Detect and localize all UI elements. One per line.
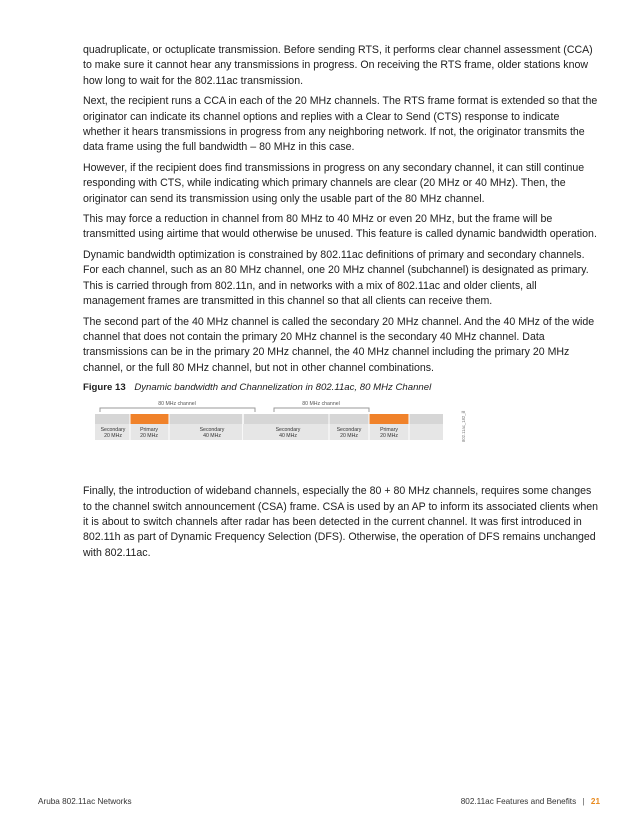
right-seg-3-line1: Primary — [380, 427, 398, 434]
paragraph-5: Dynamic bandwidth optimization is constrained by 802.11ac definitions of primary and secondary channels. For each channel, such as an 80 MHz channel, one 20 MHz channel (subchannel) is designated as primary. This is carried through from 802.11n, and in networks with a mix of 802.11ac and older clients, all management frames are transmitted in this channel so that all clients can receive them. — [83, 248, 589, 308]
right-seg-3-line2: 20 MHz — [380, 433, 398, 440]
figure-label: Figure 13 — [83, 382, 126, 394]
left-seg-1-line1: Secondary — [100, 427, 126, 434]
right-channel-group — [243, 401, 443, 440]
figure-title: Dynamic bandwidth and Channelization in 802.11ac, 80 MHz Channel — [134, 382, 432, 394]
right-channel-label: 80 MHz channel — [302, 401, 340, 408]
paragraph-1: quadruplicate, or octuplicate transmission. Before sending RTS, it performs clear channel assessment (CCA) to make sure it cannot hear any transmissions in progress. On receiving the RTS frame, older stations know how long to wait for the 802.11ac transmission. — [83, 44, 593, 87]
right-seg-2-line2: 20 MHz — [340, 433, 358, 440]
right-seg-1-line2: 40 MHz — [279, 433, 297, 440]
right-bracket — [274, 408, 369, 412]
paragraph-2: Next, the recipient runs a CCA in each of the 20 MHz channels. The RTS frame format is extended so that the originator can indicate its channel options and replies with a Clear to Send (CTS) response to indicate whether it hears transmissions in progress from any neighboring network. If not, the originator transmits the data frame using the full bandwidth – 80 MHz in this case. — [83, 95, 598, 154]
channel-diagram-svg — [83, 400, 599, 476]
right-seg-1-line1: Secondary — [275, 427, 301, 434]
document-body — [83, 43, 599, 566]
figure-caption — [83, 381, 599, 394]
left-seg-2-line1: Primary — [140, 427, 158, 434]
footer-section — [461, 797, 600, 806]
left-seg-1-line2: 20 MHz — [104, 433, 122, 440]
right-seg-2-line1: Secondary — [336, 427, 362, 434]
left-seg-3-line1: Secondary — [199, 427, 225, 434]
channel-diagram — [83, 400, 599, 476]
figure-watermark: 802.11ac_182_ill — [461, 410, 466, 443]
right-primary-highlight — [369, 414, 409, 424]
left-primary-highlight — [130, 414, 169, 424]
footer-section-title: 802.11ac Features and Benefits — [460, 797, 577, 806]
right-base-bar — [243, 414, 443, 424]
paragraph-closing: Finally, the introduction of wideband channels, especially the 80 + 80 MHz channels, requires some changes to the channel switch announcement (CSA) frame. CSA is used by an AP to inform its associated clients when it is about to switch channels after radar has been detected in the current channel. It was first introduced in 802.11h as part of Dynamic Frequency Selection (DFS). Otherwise, the operation of DFS remains unchanged with 802.11ac. — [83, 485, 599, 559]
footer-doc-title: Aruba 802.11ac Networks — [38, 797, 132, 806]
left-seg-3-line2: 40 MHz — [203, 433, 221, 440]
left-bracket — [100, 408, 255, 412]
left-channel-label: 80 MHz channel — [158, 401, 196, 408]
paragraph-4: This may force a reduction in channel from 80 MHz to 40 MHz or even 20 MHz, but the frame will be transmitted using airtime that would otherwise be unused. This feature is called dynamic bandwidth operation. — [83, 213, 597, 241]
paragraph-6: The second part of the 40 MHz channel is called the secondary 20 MHz channel. And the 40 MHz of the wide channel that does not contain the primary 20 MHz channel is the secondary 40 MHz channel. Data transmissions can be in the primary 20 MHz channel, the 40 MHz channel including the primary 20 MHz channel, or the full 80 MHz channel, but not in other channel combinations. — [83, 315, 595, 374]
left-seg-2-line2: 20 MHz — [140, 433, 158, 440]
footer-separator: | — [582, 797, 585, 806]
page-number: 21 — [590, 797, 600, 806]
paragraph-3: However, if the recipient does find transmissions in progress on any secondary channel, it can still continue responding with CTS, while indicating which primary channels are clear (20 MHz or 40 MHz). Then, the originator can send its transmission using only the usable part of the 80 MHz channel. — [83, 161, 585, 205]
